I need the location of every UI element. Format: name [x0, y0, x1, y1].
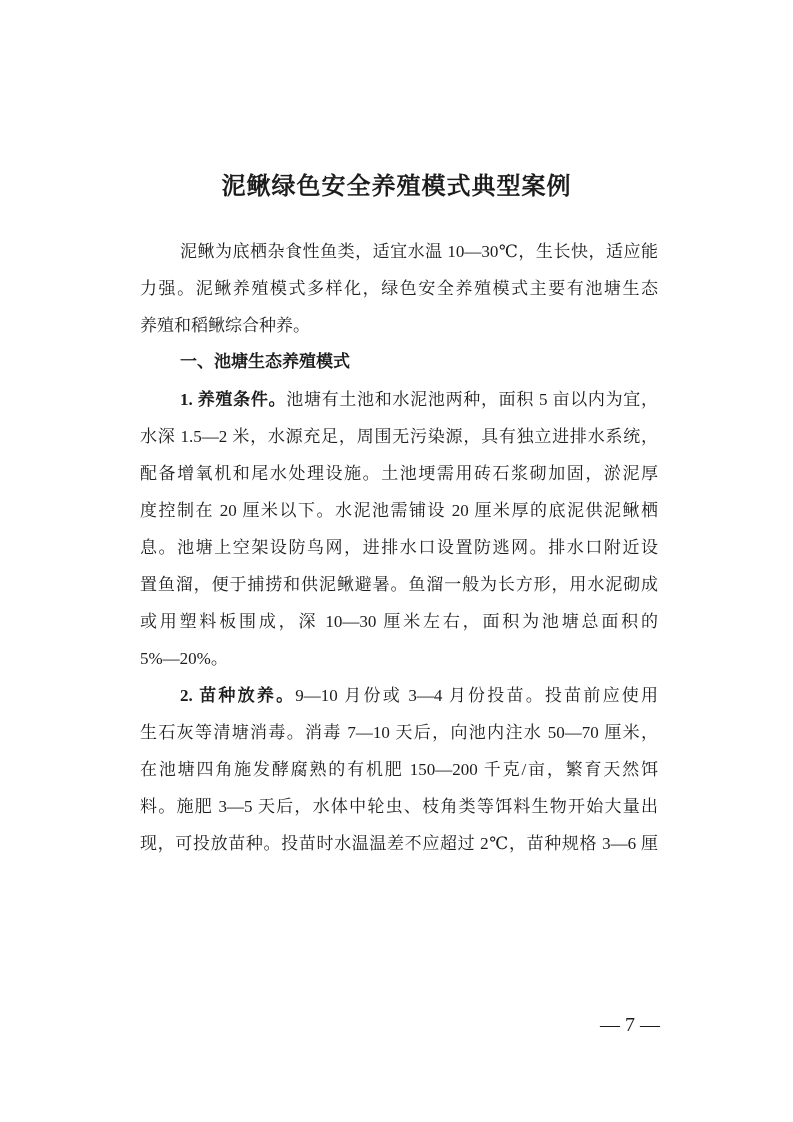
item-2-first-line-text: 9—10 月份或 3—4 月份投苗。投苗前应使用 — [295, 686, 659, 705]
document-title: 泥鳅绿色安全养殖模式典型案例 — [221, 171, 572, 200]
paragraph-line: 度控制在 20 厘米以下。水泥池需铺设 20 厘米厚的底泥供泥鳅栖 — [140, 501, 658, 520]
paragraph-line: 养殖和稻鳅综合种养。 — [140, 316, 310, 335]
section-heading: 一、池塘生态养殖模式 — [180, 352, 350, 372]
paragraph-line: 水深 1.5—2 米，水源充足，周围无污染源，具有独立进排水系统， — [140, 427, 658, 446]
paragraph-line: 配备增氧机和尾水处理设施。土池埂需用砖石浆砌加固，淤泥厚 — [140, 464, 658, 483]
item-1-lead: 1. 养殖条件。 — [180, 390, 287, 409]
item-2-paragraph — [140, 677, 658, 862]
paragraph-line: 料。施肥 3—5 天后，水体中轮虫、枝角类等饵料生物开始大量出 — [140, 797, 658, 816]
page-number: — 7 — — [600, 1014, 660, 1036]
item-1-paragraph — [140, 381, 658, 677]
paragraph-line: 现，可投放苗种。投苗时水温温差不应超过 2℃，苗种规格 3—6 厘 — [140, 834, 658, 853]
item-1-first-line-text: 池塘有土池和水泥池两种，面积 5 亩以内为宜， — [286, 390, 659, 409]
paragraph-line: 或用塑料板围成，深 10—30 厘米左右，面积为池塘总面积的 — [140, 612, 658, 631]
paragraph-line: 在池塘四角施发酵腐熟的有机肥 150—200 千克/亩，繁育天然饵 — [140, 760, 658, 779]
paragraph-line: 生石灰等清塘消毒。消毒 7—10 天后，向池内注水 50—70 厘米， — [140, 723, 658, 742]
item-2-lead: 2. 苗种放养。 — [180, 686, 296, 705]
intro-paragraph — [140, 233, 658, 344]
paragraph-line: 力强。泥鳅养殖模式多样化，绿色安全养殖模式主要有池塘生态 — [140, 279, 658, 298]
paragraph-line: 泥鳅为底栖杂食性鱼类，适宜水温 10—30℃，生长快，适应能 — [180, 242, 658, 261]
paragraph-line — [140, 677, 658, 714]
paragraph-line: 5%—20%。 — [140, 649, 228, 668]
document-body — [140, 233, 658, 862]
paragraph-line: 息。池塘上空架设防鸟网，进排水口设置防逃网。排水口附近设 — [140, 538, 658, 557]
paragraph-line — [140, 381, 658, 418]
paragraph-line: 置鱼溜，便于捕捞和供泥鳅避暑。鱼溜一般为长方形，用水泥砌成 — [140, 575, 658, 594]
